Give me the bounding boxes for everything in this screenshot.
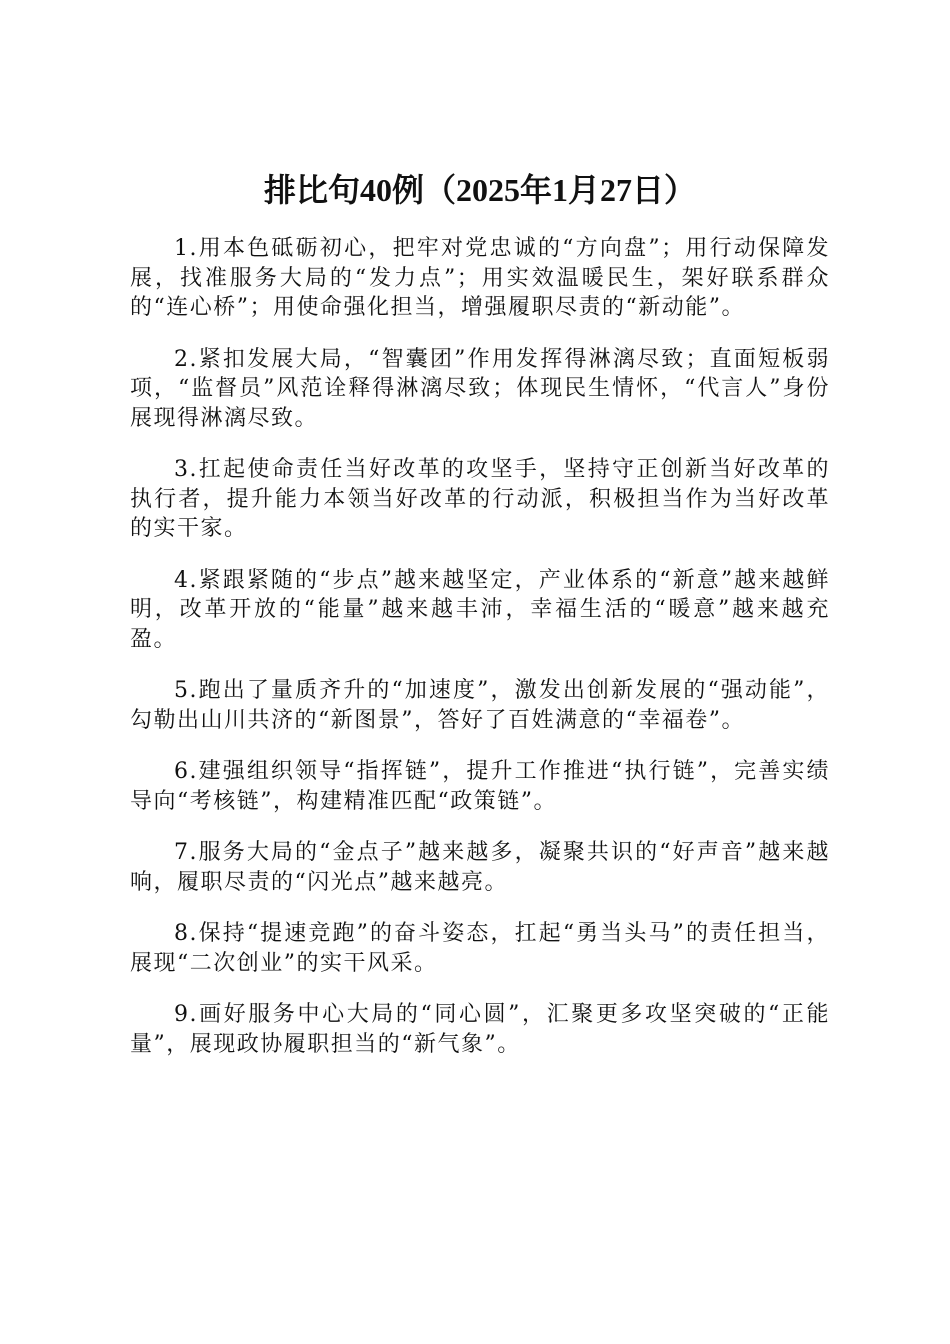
paragraph-item-1: 1.用本色砥砺初心，把牢对党忠诚的“方向盘”；用行动保障发展，找准服务大局的“发力点”；用实效温暖民生，架好联系群众的“连心桥”；用使命强化担当，增强履职尽责的“新动能”。 — [130, 236, 830, 320]
paragraph-item-4: 4.紧跟紧随的“步点”越来越坚定，产业体系的“新意”越来越鲜明，改革开放的“能量”越来越丰沛，幸福生活的“暖意”越来越充盈。 — [130, 567, 830, 652]
paragraph-item-8: 8.保持“提速竞跑”的奋斗姿态，扛起“勇当头马”的责任担当，展现“二次创业”的实干风采。 — [130, 921, 830, 976]
paragraph-item-9: 9.画好服务中心大局的“同心圆”，汇聚更多攻坚突破的“正能量”，展现政协履职担当的“新气象”。 — [130, 1002, 830, 1057]
paragraph-item-7: 7.服务大局的“金点子”越来越多，凝聚共识的“好声音”越来越响，履职尽责的“闪光点”越来越亮。 — [130, 840, 830, 895]
paragraph-item-6: 6.建强组织领导“指挥链”，提升工作推进“执行链”，完善实绩导向“考核链”，构建精准匹配“政策链”。 — [130, 759, 830, 814]
paragraph-item-5: 5.跑出了量质齐升的“加速度”，激发出创新发展的“强动能”，勾勒出山川共济的“新图景”，答好了百姓满意的“幸福卷”。 — [130, 678, 830, 733]
document-title: 排比句40例（2025年1月27日） — [263, 172, 696, 208]
paragraph-item-3: 3.扛起使命责任当好改革的攻坚手，坚持守正创新当好改革的执行者，提升能力本领当好改革的行动派，积极担当作为当好改革的实干家。 — [130, 457, 830, 541]
paragraph-item-2: 2.紧扣发展大局，“智囊团”作用发挥得淋漓尽致；直面短板弱项，“监督员”风范诠释得淋漓尽致；体现民生情怀，“代言人”身份展现得淋漓尽致。 — [130, 346, 830, 431]
paragraph-list — [130, 234, 830, 1059]
